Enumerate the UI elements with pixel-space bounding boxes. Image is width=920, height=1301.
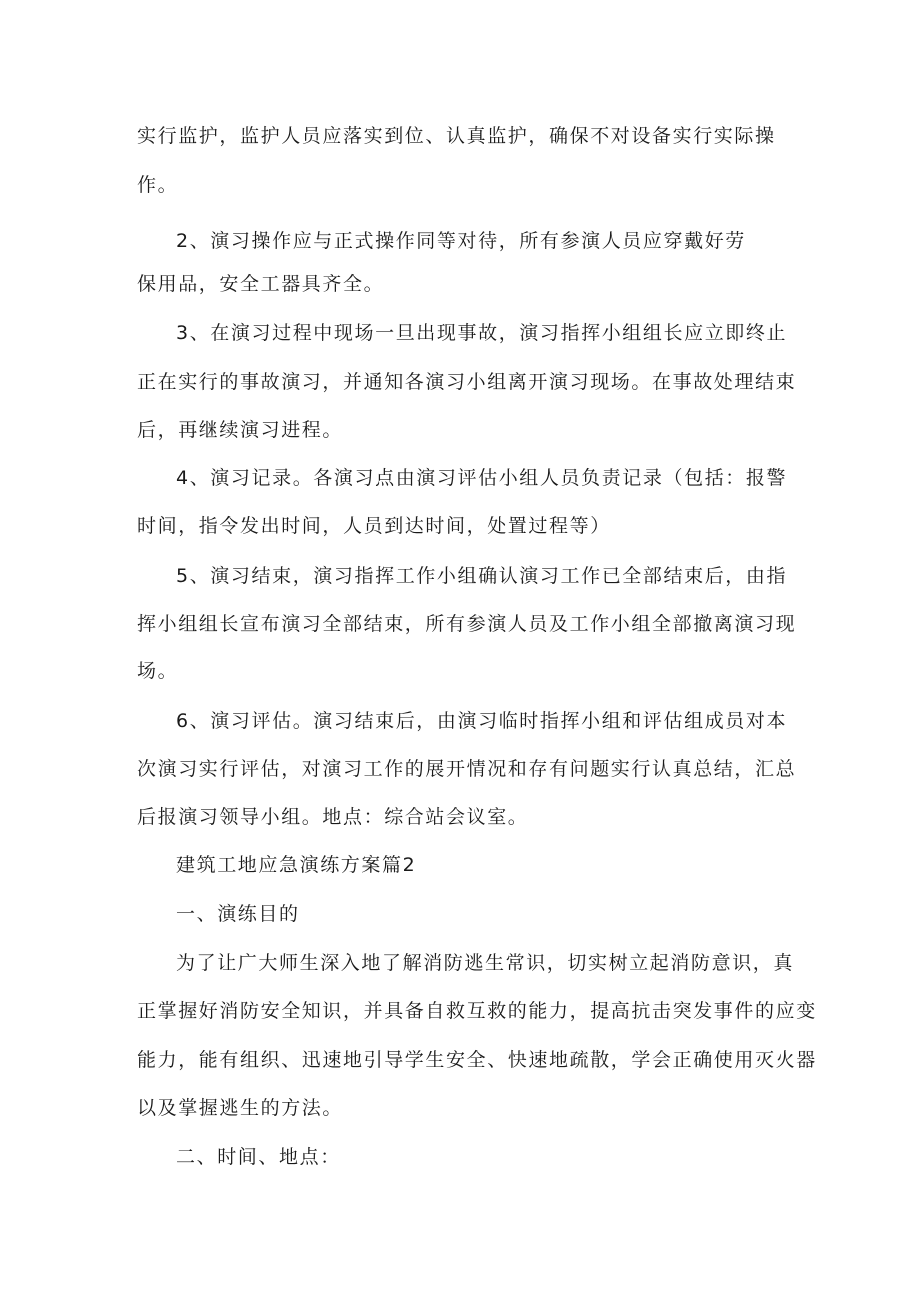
text-line: 正在实行的事故演习，并通知各演习小组离开演习现场。在事故处理结束 (137, 371, 797, 393)
paragraph-6-line: 6、演习评估。演习结束后，由演习临时指挥小组和评估组成员对本 (176, 710, 788, 732)
text-line: 时间，指令发出时间，人员到达时间，处置过程等） (137, 515, 611, 537)
subsection-heading: 一、演练目的 (176, 903, 300, 925)
text-line: 保用品，安全工器具齐全。 (137, 273, 385, 295)
paragraph-3-line: 3、在演习过程中现场一旦出现事故，演习指挥小组组长应立即终止 (176, 322, 788, 344)
subsection-heading: 二、时间、地点： (176, 1146, 341, 1168)
text-line: 后报演习领导小组。地点：综合站会议室。 (137, 806, 529, 828)
text-line: 能力，能有组织、迅速地引导学生安全、快速地疏散，学会正确使用灭火器 (137, 1049, 817, 1071)
paragraph-purpose-line: 为了让广大师生深入地了解消防逃生常识，切实树立起消防意识，真 (176, 952, 795, 974)
text-line: 次演习实行评估，对演习工作的展开情况和存有问题实行认真总结，汇总 (137, 758, 797, 780)
text-line: 场。 (137, 660, 179, 682)
text-line: 后，再继续演习进程。 (137, 419, 344, 441)
paragraph-5-line: 5、演习结束，演习指挥工作小组确认演习工作已全部结束后，由指 (176, 565, 788, 587)
paragraph-2-line: 2、演习操作应与正式操作同等对待，所有参演人员应穿戴好劳 (176, 230, 746, 252)
text-line: 挥小组组长宣布演习全部结束，所有参演人员及工作小组全部撤离演习现 (137, 613, 797, 635)
text-line: 实行监护，监护人员应落实到位、认真监护，确保不对设备实行实际操 (137, 125, 776, 147)
paragraph-4-line: 4、演习记录。各演习点由演习评估小组人员负责记录（包括：报警 (176, 467, 788, 489)
text-line: 以及掌握逃生的方法。 (137, 1097, 344, 1119)
text-line: 作。 (137, 174, 179, 196)
text-line: 正掌握好消防安全知识，并具备自救互救的能力，提高抗击突发事件的应变 (137, 1000, 817, 1022)
section-heading: 建筑工地应急演练方案篇2 (176, 854, 417, 876)
